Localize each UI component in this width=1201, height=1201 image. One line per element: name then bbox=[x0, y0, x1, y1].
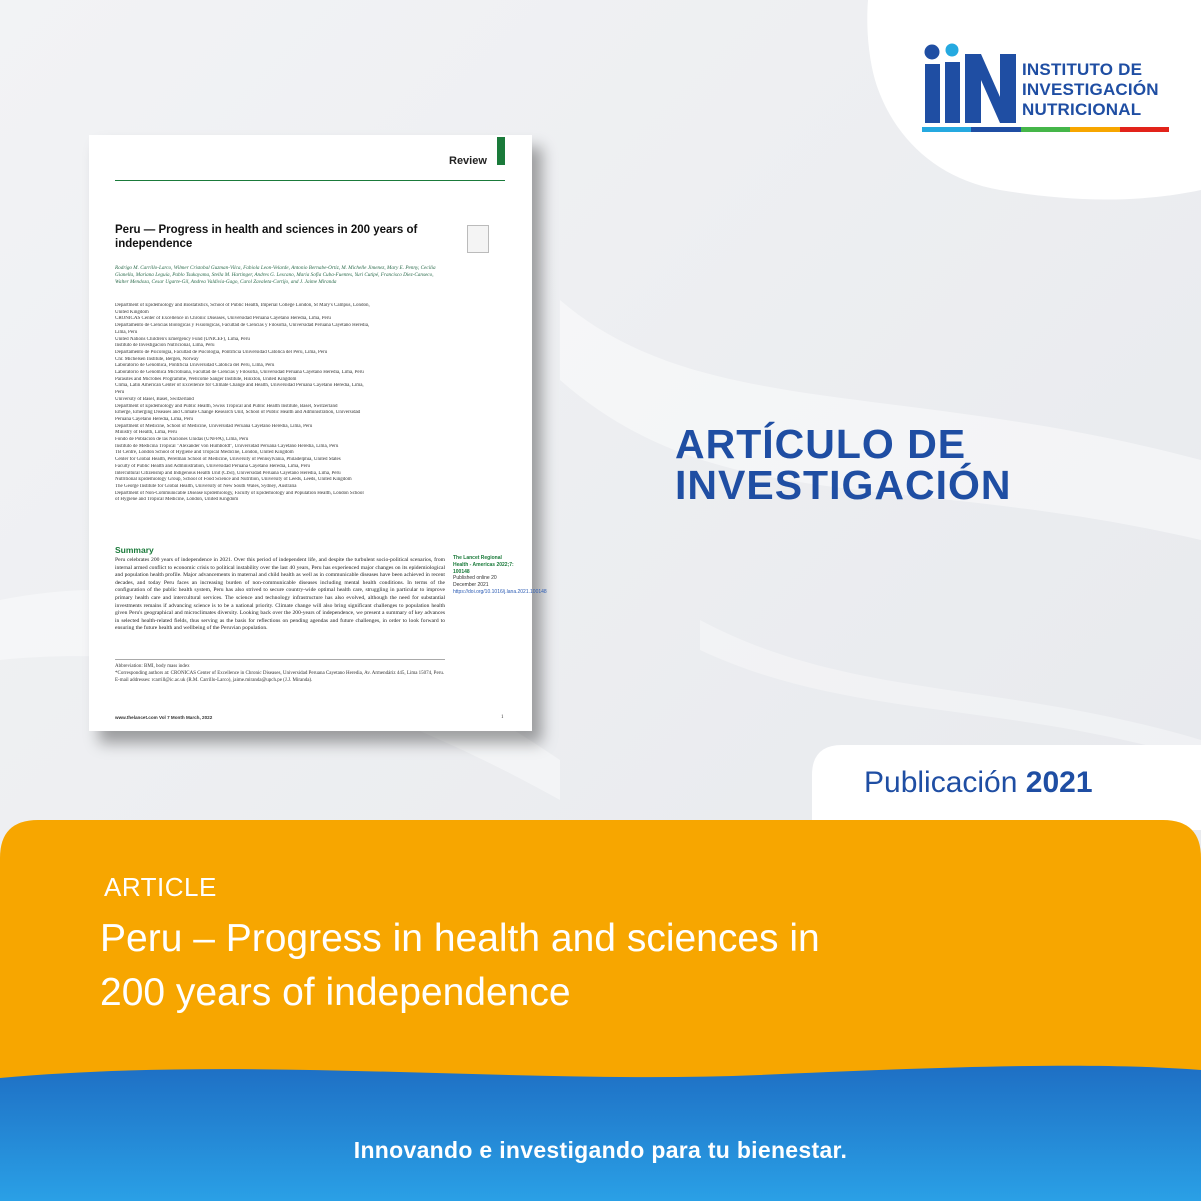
doc-affiliation-line: Chr. Michelsen Institute, Bergen, Norway bbox=[115, 356, 199, 362]
review-marker bbox=[497, 137, 505, 165]
doc-affiliation-line: Peruana Cayetano Heredia, Lima, Peru bbox=[115, 416, 194, 422]
doc-summary-heading: Summary bbox=[115, 545, 154, 555]
doc-authors: Rodrigo M. Carrillo-Larco, Wilmer Cristobal Guzman-Vilca, Fabiola Leon-Velarde, Antonio Bernabe-Ortiz, M. Michelle Jimenez, Mary E. Penny, Cecilia Gianella, Mariana Leguía, Pablo Tsukayama, Stella M. Hartinger, Andres G. Lescano, Maria Sofía Cuba-Fuentes, Yuri Cutipé, Francisco Diez-Canseco, Walter Mendoza, Cesar Ugarte-Gil, Andrea Valdivia-Gago, Carol Zavaleta-Cortijo, and J. Jaime Miranda bbox=[115, 265, 436, 286]
doc-affiliation-line: Laboratorio de Genómica Microbiana, Facultad de Ciencias y Filosofía, Universidad Peruana Cayetano Heredia, Lima, Peru bbox=[115, 370, 364, 376]
logo-bar-segment bbox=[1021, 127, 1070, 132]
doc-affiliation-line: Emerge, Emerging Diseases and Climate Change Research Unit, School of Public Health and Administration, Universidad bbox=[115, 410, 361, 416]
doc-divider bbox=[115, 180, 505, 181]
doc-affiliation-line: United Kingdom bbox=[115, 309, 149, 315]
brand-logo bbox=[922, 42, 1172, 134]
heading-line-1: ARTÍCULO DE bbox=[675, 421, 967, 467]
doc-affiliation-line: Nutritional Epidemiology Group, School of Food Science and Nutrition, University of Leeds, Leeds, United Kingdom bbox=[115, 477, 352, 483]
doc-footer-url: www.thelancet.com Vol 7 Month March, 2022 bbox=[115, 715, 213, 720]
publication-label: Publicación bbox=[864, 766, 1018, 799]
doc-published: Published online 20 December 2021 bbox=[453, 575, 497, 589]
doc-affiliations bbox=[115, 303, 507, 504]
doc-affiliation-line: United Nations Children's Emergency Fund (UNICEF), Lima, Peru bbox=[115, 336, 250, 342]
publication-year bbox=[864, 766, 1093, 800]
doc-affiliation-line: Faculty of Public Health and Administration, Universidad Peruana Cayetano Heredia, Lima, Peru bbox=[115, 463, 310, 469]
doc-summary: Peru celebrates 200 years of independence in 2021. Over this period of independent life, and despite the turbulent socio-political scenarios, from internal armed conflict to economic crisis to political instability over the last 40 years, Peru has experienced major changes on its epidemiological and population health profile. Major advancements in maternal and child health as well as in communicable diseases have been achieved in recent decades, and today Peru faces an increasing burden of non-communicable diseases including mental health conditions. In terms of the configuration of the public health system, Peru has also strived to secure country-wide optimal health care, struggling in particular to improve primary health care and intercultural services. The science and technology infrastructure has also evolved, although the need for substantial investments remains if advancing science is to be a national priority. Climate change will also bring significant challenges to population health given Peru's geographical and microclimates diversity. Looking back over the 200-years of independence, we present a summary of key advances in selected health-related fields, thus serving as the basis for reflections on pending agendas and future challenges, in order to look forward to ensuring the future health and wellbeing of the Peruvian population. bbox=[115, 557, 445, 632]
doc-doi-link: https://doi.org/10.1016/j.lana.2021.100148 bbox=[453, 588, 547, 595]
article-type-label: ARTICLE bbox=[104, 872, 217, 902]
doc-affiliation-line: Department of Epidemiology and Biostatistics, School of Public Health, Imperial College London, St Mary's Campus, London, bbox=[115, 303, 370, 308]
doc-affiliation-line: University of Basel, Basel, Switzerland bbox=[115, 396, 194, 402]
doc-email: E-mail addresses: rcarrill@ic.ac.uk (R.M. Carrillo-Larco), jaime.miranda@upch.pe (J.J. Miranda). bbox=[115, 678, 313, 683]
logo-color-bar bbox=[922, 127, 1169, 132]
doc-affiliation-line: Instituto de Investigación Nutricional, Lima, Peru bbox=[115, 343, 215, 349]
doc-abbreviation: Abbreviation: BMI, body mass index bbox=[115, 664, 190, 669]
doc-affiliation-line: TB Centre, London School of Hygiene and Tropical Medicine, London, United Kingdom bbox=[115, 450, 294, 456]
doc-affiliation-line: Intercultural Citizenship and Indigenous Health Unit (CISI), Universidad Peruana Cayetano Heredia, Lima, Peru bbox=[115, 470, 341, 476]
doc-affiliation-line: Clima, Latin American Center of Excellence for Climate Change and Health, Universidad Peruana Cayetano Heredia, Lima, bbox=[115, 383, 364, 389]
logo-line-2: INVESTIGACIÓN bbox=[1022, 80, 1159, 99]
logo-line-3: NUTRICIONAL bbox=[1022, 100, 1142, 119]
doc-section-label: Review bbox=[449, 155, 487, 167]
section-heading bbox=[675, 421, 1012, 508]
doc-affiliation-line: Center for Global Health, Perelman School of Medicine, University of Pennsylvania, Philadelphia, United States bbox=[115, 457, 341, 463]
doc-affiliation-line: Department of Medicine, School of Medicine, Universidad Peruana Cayetano Heredia, Lima, Peru bbox=[115, 423, 313, 429]
doc-affiliation-line: Fondo de Población de las Naciones Unidas (UNFPA), Lima, Peru bbox=[115, 437, 249, 443]
doc-affiliation-line: Lima, Peru bbox=[115, 329, 138, 335]
doc-affiliation-line: Parasites and Microbes Programme, Wellcome Sanger Institute, Hinxton, United Kingdom bbox=[115, 376, 297, 382]
article-title bbox=[100, 912, 1000, 1020]
article-title-line-1: Peru – Progress in health and sciences in bbox=[100, 917, 820, 960]
doc-page-number: 1 bbox=[501, 715, 504, 720]
doc-affiliation-line: Peru bbox=[115, 390, 125, 396]
doc-affiliation-line: Departamento de Ciencias Biológicas y Fisiológicas, Facultad de Ciencias y Filosofía, Universidad Peruana Cayetano Heredia, bbox=[115, 323, 370, 329]
doc-affiliation-line: The George Institute for Global Health, University of New South Wales, Sydney, Australia bbox=[115, 483, 297, 489]
check-updates-icon bbox=[467, 225, 489, 253]
article-title-line-2: 200 years of independence bbox=[100, 971, 571, 1014]
doc-affiliation-line: Departamento de Psicología, Facultad de Psicología, Pontificia Universidad Católica del Perú, Lima, Peru bbox=[115, 349, 328, 355]
heading-line-2: INVESTIGACIÓN bbox=[675, 462, 1012, 508]
article-page-preview bbox=[89, 135, 547, 731]
doc-sidebar-info bbox=[453, 555, 547, 596]
doc-affiliation-line: Instituto de Medicina Tropical "Alexander von Humboldt", Universidad Peruana Cayetano Heredia, Lima, Peru bbox=[115, 443, 339, 449]
logo-line-1: INSTITUTO DE bbox=[1022, 60, 1143, 79]
doc-affiliation-line: Department of Non-Communicable Disease Epidemiology, Faculty of Epidemiology and Population Health, London School bbox=[115, 490, 364, 496]
logo-wordmark bbox=[1022, 60, 1159, 120]
logo-bar-segment bbox=[1070, 127, 1119, 132]
doc-footnote-divider bbox=[115, 659, 445, 660]
publication-year-value: 2021 bbox=[1025, 766, 1093, 799]
doc-title: Peru — Progress in health and sciences in 200 years of independence bbox=[115, 224, 418, 250]
doc-journal: The Lancet Regional Health - Americas 2022;7: 100148 bbox=[453, 555, 514, 575]
logo-bar-segment bbox=[1120, 127, 1169, 132]
doc-affiliation-line: Ministry of Health, Lima, Peru bbox=[115, 430, 177, 436]
tagline: Innovando e investigando para tu bienestar. bbox=[353, 1137, 848, 1163]
doc-footnotes bbox=[115, 663, 455, 684]
doc-affiliation-line: CRONICAS Center of Excellence in Chronic Diseases, Universidad Peruana Cayetano Heredia, Lima, Peru bbox=[115, 316, 331, 322]
doc-corresponding: *Corresponding authors at: CRONICAS Center of Excellence in Chronic Diseases, Universidad Peruana Cayetano Heredia, Av. Armendáriz 445, Lima 15074, Peru. bbox=[115, 671, 445, 676]
doc-affiliation-line: of Hygiene and Tropical Medicine, London, United Kingdom bbox=[115, 497, 239, 503]
doc-affiliation-line: Laboratorio de Genómica, Pontificia Universidad Católica del Perú, Lima, Peru bbox=[115, 363, 275, 369]
logo-bar-segment bbox=[971, 127, 1020, 132]
iin-logo-icon bbox=[922, 42, 1018, 126]
logo-bar-segment bbox=[922, 127, 971, 132]
doc-affiliation-line: Department of Epidemiology and Public Health, Swiss Tropical and Public Health Institute, Basel, Switzerland bbox=[115, 403, 338, 409]
